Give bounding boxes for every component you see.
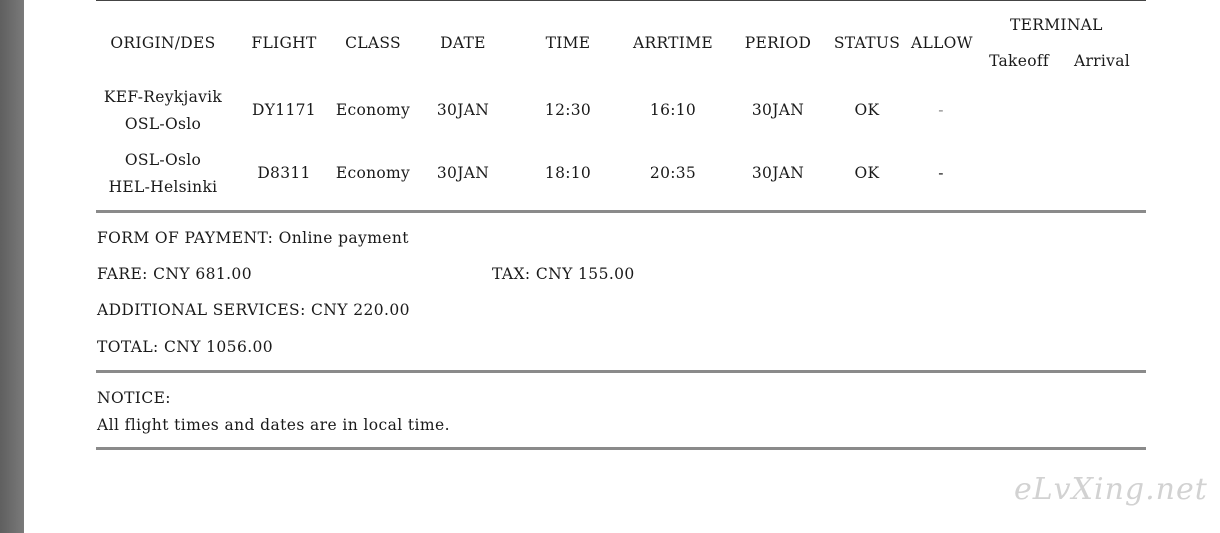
row-arrtime: 16:10 xyxy=(649,101,697,119)
row-time: 12:30 xyxy=(544,101,592,119)
itinerary-page xyxy=(24,0,1220,533)
row-arrtime: 20:35 xyxy=(649,164,697,182)
header-flight: FLIGHT xyxy=(251,34,317,52)
header-takeoff: Takeoff xyxy=(989,52,1049,70)
row-destination: HEL-Helsinki xyxy=(108,178,218,196)
notice-title: NOTICE: xyxy=(97,389,171,407)
row-destination: OSL-Oslo xyxy=(124,115,202,133)
header-time: TIME xyxy=(545,34,591,52)
row-allow: - xyxy=(938,101,944,119)
row-origin: KEF-Reykjavik xyxy=(103,88,223,106)
header-arrival: Arrival xyxy=(1073,52,1131,70)
row-allow: - xyxy=(938,164,944,182)
header-class: CLASS xyxy=(345,34,401,52)
header-period: PERIOD xyxy=(744,34,812,52)
top-divider xyxy=(96,0,1146,1)
header-date: DATE xyxy=(440,34,486,52)
notice-text: All flight times and dates are in local time. xyxy=(97,416,450,434)
row-period: 30JAN xyxy=(751,164,805,182)
row-status: OK xyxy=(854,164,880,182)
viewer-margin xyxy=(0,0,24,533)
header-terminal: TERMINAL xyxy=(1010,16,1103,34)
row-class: Economy xyxy=(335,101,411,119)
form-of-payment: FORM OF PAYMENT: Online payment xyxy=(97,229,409,247)
section-divider xyxy=(96,447,1146,450)
row-period: 30JAN xyxy=(751,101,805,119)
header-origin-des: ORIGIN/DES xyxy=(110,34,216,52)
header-status: STATUS xyxy=(833,34,901,52)
row-date: 30JAN xyxy=(436,164,490,182)
section-divider xyxy=(96,210,1146,213)
row-time: 18:10 xyxy=(544,164,592,182)
header-arrtime: ARRTIME xyxy=(632,34,713,52)
row-status: OK xyxy=(854,101,880,119)
row-flight: DY1171 xyxy=(252,101,316,119)
fare: FARE: CNY 681.00 xyxy=(97,265,252,283)
section-divider xyxy=(96,370,1146,373)
row-flight: D8311 xyxy=(257,164,311,182)
row-origin: OSL-Oslo xyxy=(124,151,202,169)
row-date: 30JAN xyxy=(436,101,490,119)
row-class: Economy xyxy=(335,164,411,182)
watermark-logo: eLvXing.net xyxy=(1014,472,1208,507)
additional-services: ADDITIONAL SERVICES: CNY 220.00 xyxy=(97,301,410,319)
header-allow: ALLOW xyxy=(911,34,973,52)
tax: TAX: CNY 155.00 xyxy=(492,265,635,283)
total: TOTAL: CNY 1056.00 xyxy=(97,338,274,356)
